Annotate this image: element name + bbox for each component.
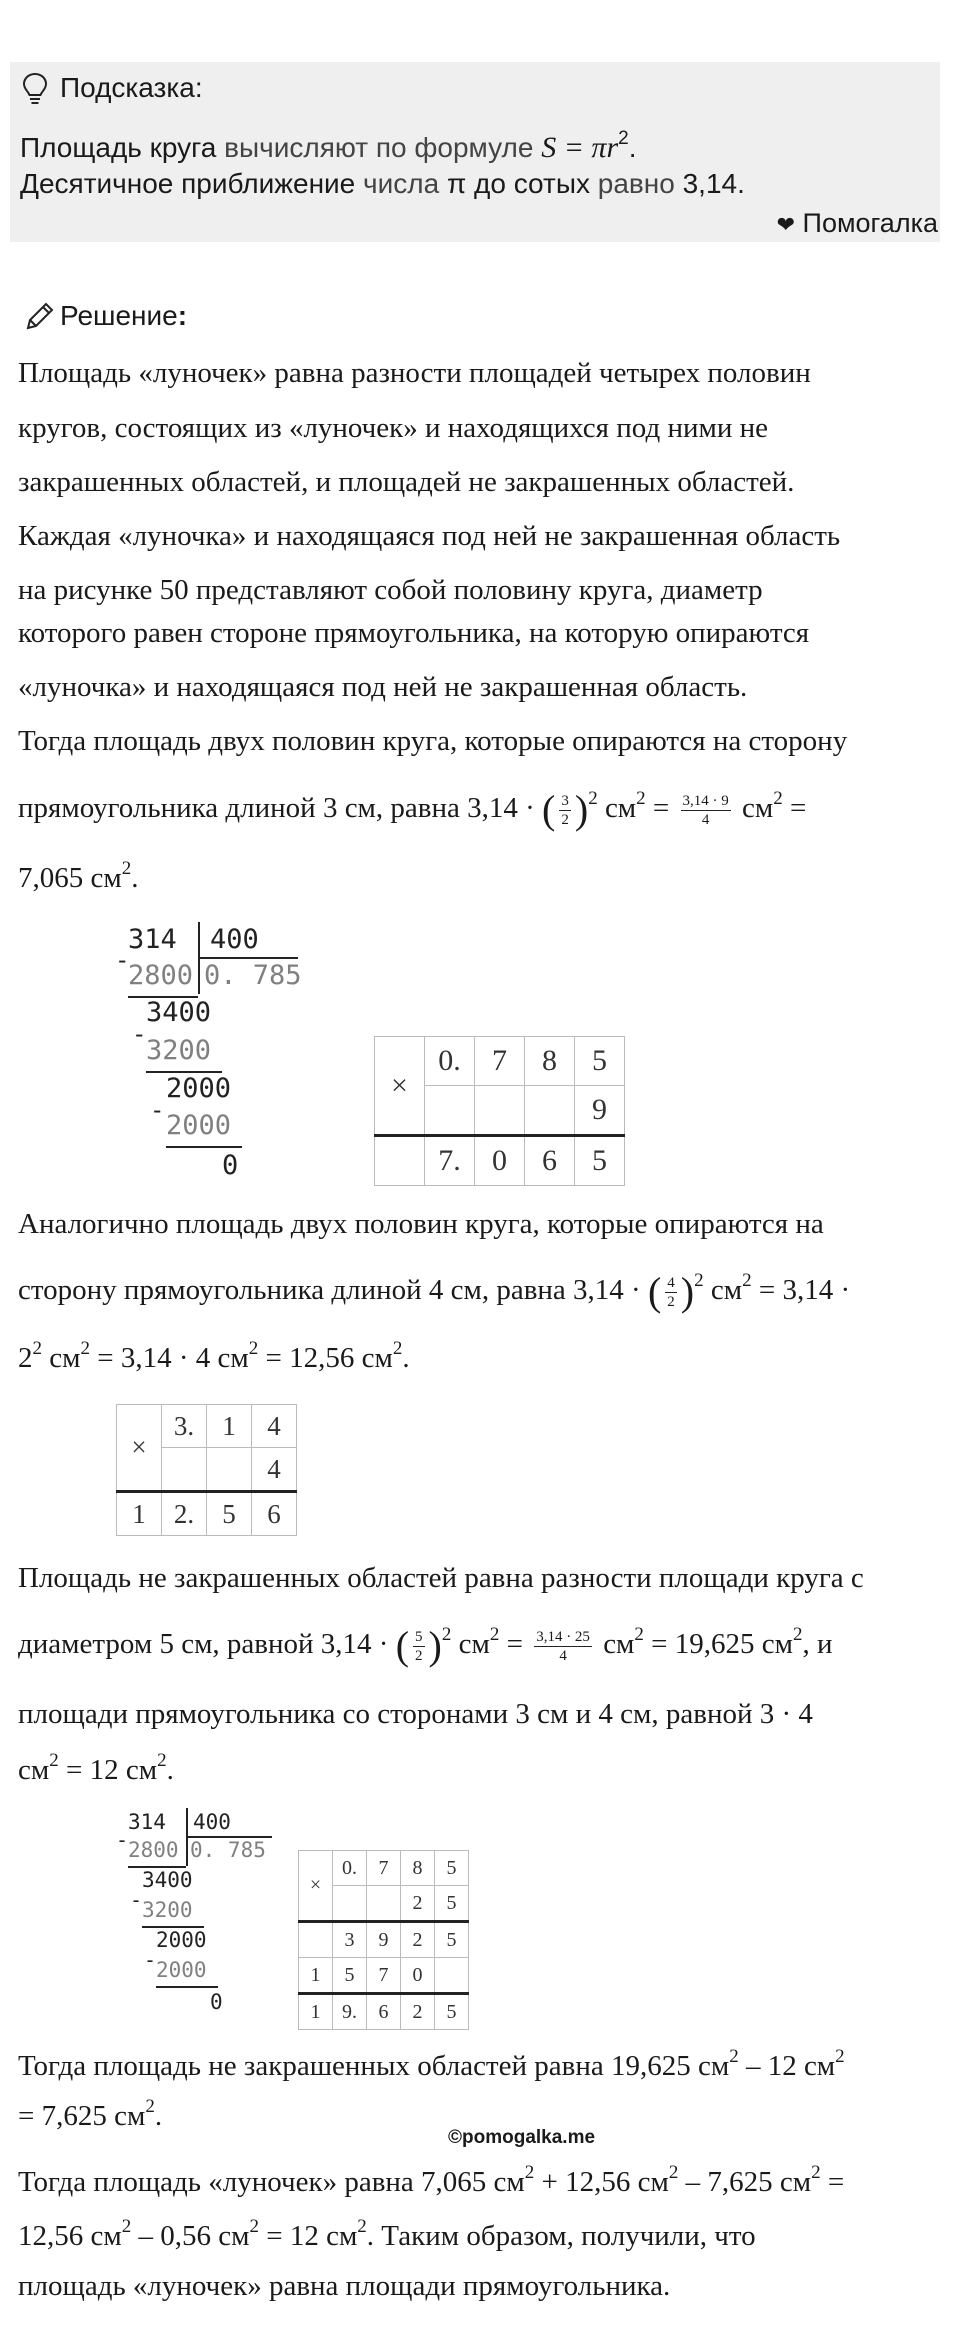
- text-line: Тогда площадь двух половин круга, которые опираются на сторону: [18, 725, 848, 757]
- division-bracket: [198, 957, 298, 959]
- dividend: 314: [128, 1810, 166, 1834]
- remainder: 0: [210, 1990, 223, 2014]
- multiplication-table-3: × 0. 7 8 5 2 5 3 9 2 5 1 5 7 0 1 9. 6 2 5: [298, 1850, 469, 2030]
- text-line: Площадь не закрашенных областей равна разности площади круга с: [18, 1562, 864, 1594]
- equation-line: Тогда площадь «луночек» равна 7,065 $см^2 + 12,56$ $см^2 - 7,625$ $см^2$ =: [18, 2162, 845, 2198]
- fraction: $\frac{4}{2}$: [667, 1274, 675, 1310]
- equation-line: 12,56 $см^2 - 0,56$ $см^2 = 12$ $см^2$. Таким образом, получили, что: [18, 2216, 756, 2252]
- text-line: «луночка» и находящаяся под ней не закрашенная область.: [18, 671, 748, 703]
- remainder: 0: [222, 1150, 239, 1181]
- text-line: площадь «луночек» равна площади прямоугольника.: [18, 2270, 671, 2302]
- divisor: 400: [193, 1810, 231, 1834]
- text-line: закрашенных областей, и площадей не закрашенных областей.: [18, 466, 795, 498]
- brand-label: ❤ Помогалка: [776, 208, 938, 238]
- equation-line: сторону прямоугольника длиной 4 см, равна 3,14 · ( $\frac{4}{2}$ )$^2$ $см^2 = 3,14$ ·: [18, 1269, 851, 1314]
- lightbulb-icon: [22, 72, 48, 106]
- text-line: кругов, состоящих из «луночек» и находящихся под ними не: [18, 412, 769, 444]
- quotient: 0. 785: [190, 1838, 266, 1862]
- division-row: 3200: [146, 1035, 212, 1066]
- division-row: 2000: [156, 1928, 207, 1952]
- hint-line-1: Площадь круга вычисляют по формуле $S = \pi r^2$.: [20, 128, 637, 164]
- multiplication-table-2: × 3. 1 4 4 1 2. 5 6: [116, 1404, 297, 1536]
- equation-line: $см^2 = 12$ $см^2$.: [18, 1750, 174, 1786]
- fraction: $\frac{3}{2}$: [561, 792, 569, 828]
- hint-term: Площадь круга: [20, 132, 217, 163]
- area-formula: S = πr: [541, 131, 619, 164]
- fraction: $\frac{3,14 \cdot 9}{4}$: [682, 792, 729, 828]
- fraction: $\frac{5}{2}$: [415, 1628, 423, 1664]
- multiplication-table-1: × 0. 7 8 5 9 7. 0 6 5: [374, 1036, 625, 1186]
- quotient: 0. 785: [204, 960, 302, 991]
- equation-line: диаметром 5 см, равной 3,14 · ( $\frac{5}{2}$ )$^2$ $см^2$ = $\frac{3,14 \cdot 25}{4}$ $см^2 = 19,625$ $см^2$, и: [18, 1623, 833, 1668]
- division-row: 2000: [166, 1073, 232, 1104]
- division-row: 2800: [128, 960, 194, 991]
- division-row: 3400: [142, 1868, 193, 1892]
- text-line: Аналогично площадь двух половин круга, которые опираются на: [18, 1208, 824, 1240]
- division-row: 3200: [142, 1898, 193, 1922]
- text-line: Каждая «луночка» и находящаяся под ней не закрашенная область: [18, 520, 841, 552]
- division-row: 2000: [166, 1110, 232, 1141]
- equation-line: прямоугольника длиной 3 см, равна 3,14 · ( $\frac{3}{2}$ )$^2$ $см^2$ = $\frac{3,14 \cdot 9}{4}$ $см^2$ =: [18, 787, 807, 832]
- equation-line: $2^2$ $см^2 = 3,14 \cdot 4$ $см^2 = 12,56$ $см^2$.: [18, 1338, 410, 1374]
- hint-title: Подсказка:: [60, 72, 203, 103]
- text-line: на рисунке 50 представляют собой половину круга, диаметр: [18, 574, 763, 606]
- heart-icon: ❤: [776, 212, 796, 237]
- equation-line: Тогда площадь не закрашенных областей равна 19,625 $см^2 - 12$ $см^2$: [18, 2046, 845, 2082]
- equation-line: 7,065 $см^2$.: [18, 858, 139, 894]
- pencil-icon: [22, 300, 56, 334]
- equation-line: = 7,625 $см^2$.: [18, 2096, 163, 2132]
- divisor: 400: [210, 924, 259, 955]
- text-line: площади прямоугольника со сторонами 3 см и 4 см, равной 3 · 4: [18, 1698, 813, 1730]
- solution-title: Решение:: [60, 300, 188, 331]
- watermark: ©pomogalka.me: [448, 2127, 596, 2148]
- hint-line-2: Десятичное приближение числа π до сотых равно 3,14.: [20, 168, 745, 199]
- text-line: которого равен стороне прямоугольника, на которую опираются: [18, 617, 810, 649]
- dividend: 314: [128, 924, 177, 955]
- division-row: 3400: [146, 997, 212, 1028]
- division-row: 2800: [128, 1838, 179, 1862]
- text-line: Площадь «луночек» равна разности площадей четырех половин: [18, 357, 811, 389]
- division-row: 2000: [156, 1958, 207, 1982]
- fraction: $\frac{3,14 \cdot 25}{4}$: [536, 1628, 590, 1664]
